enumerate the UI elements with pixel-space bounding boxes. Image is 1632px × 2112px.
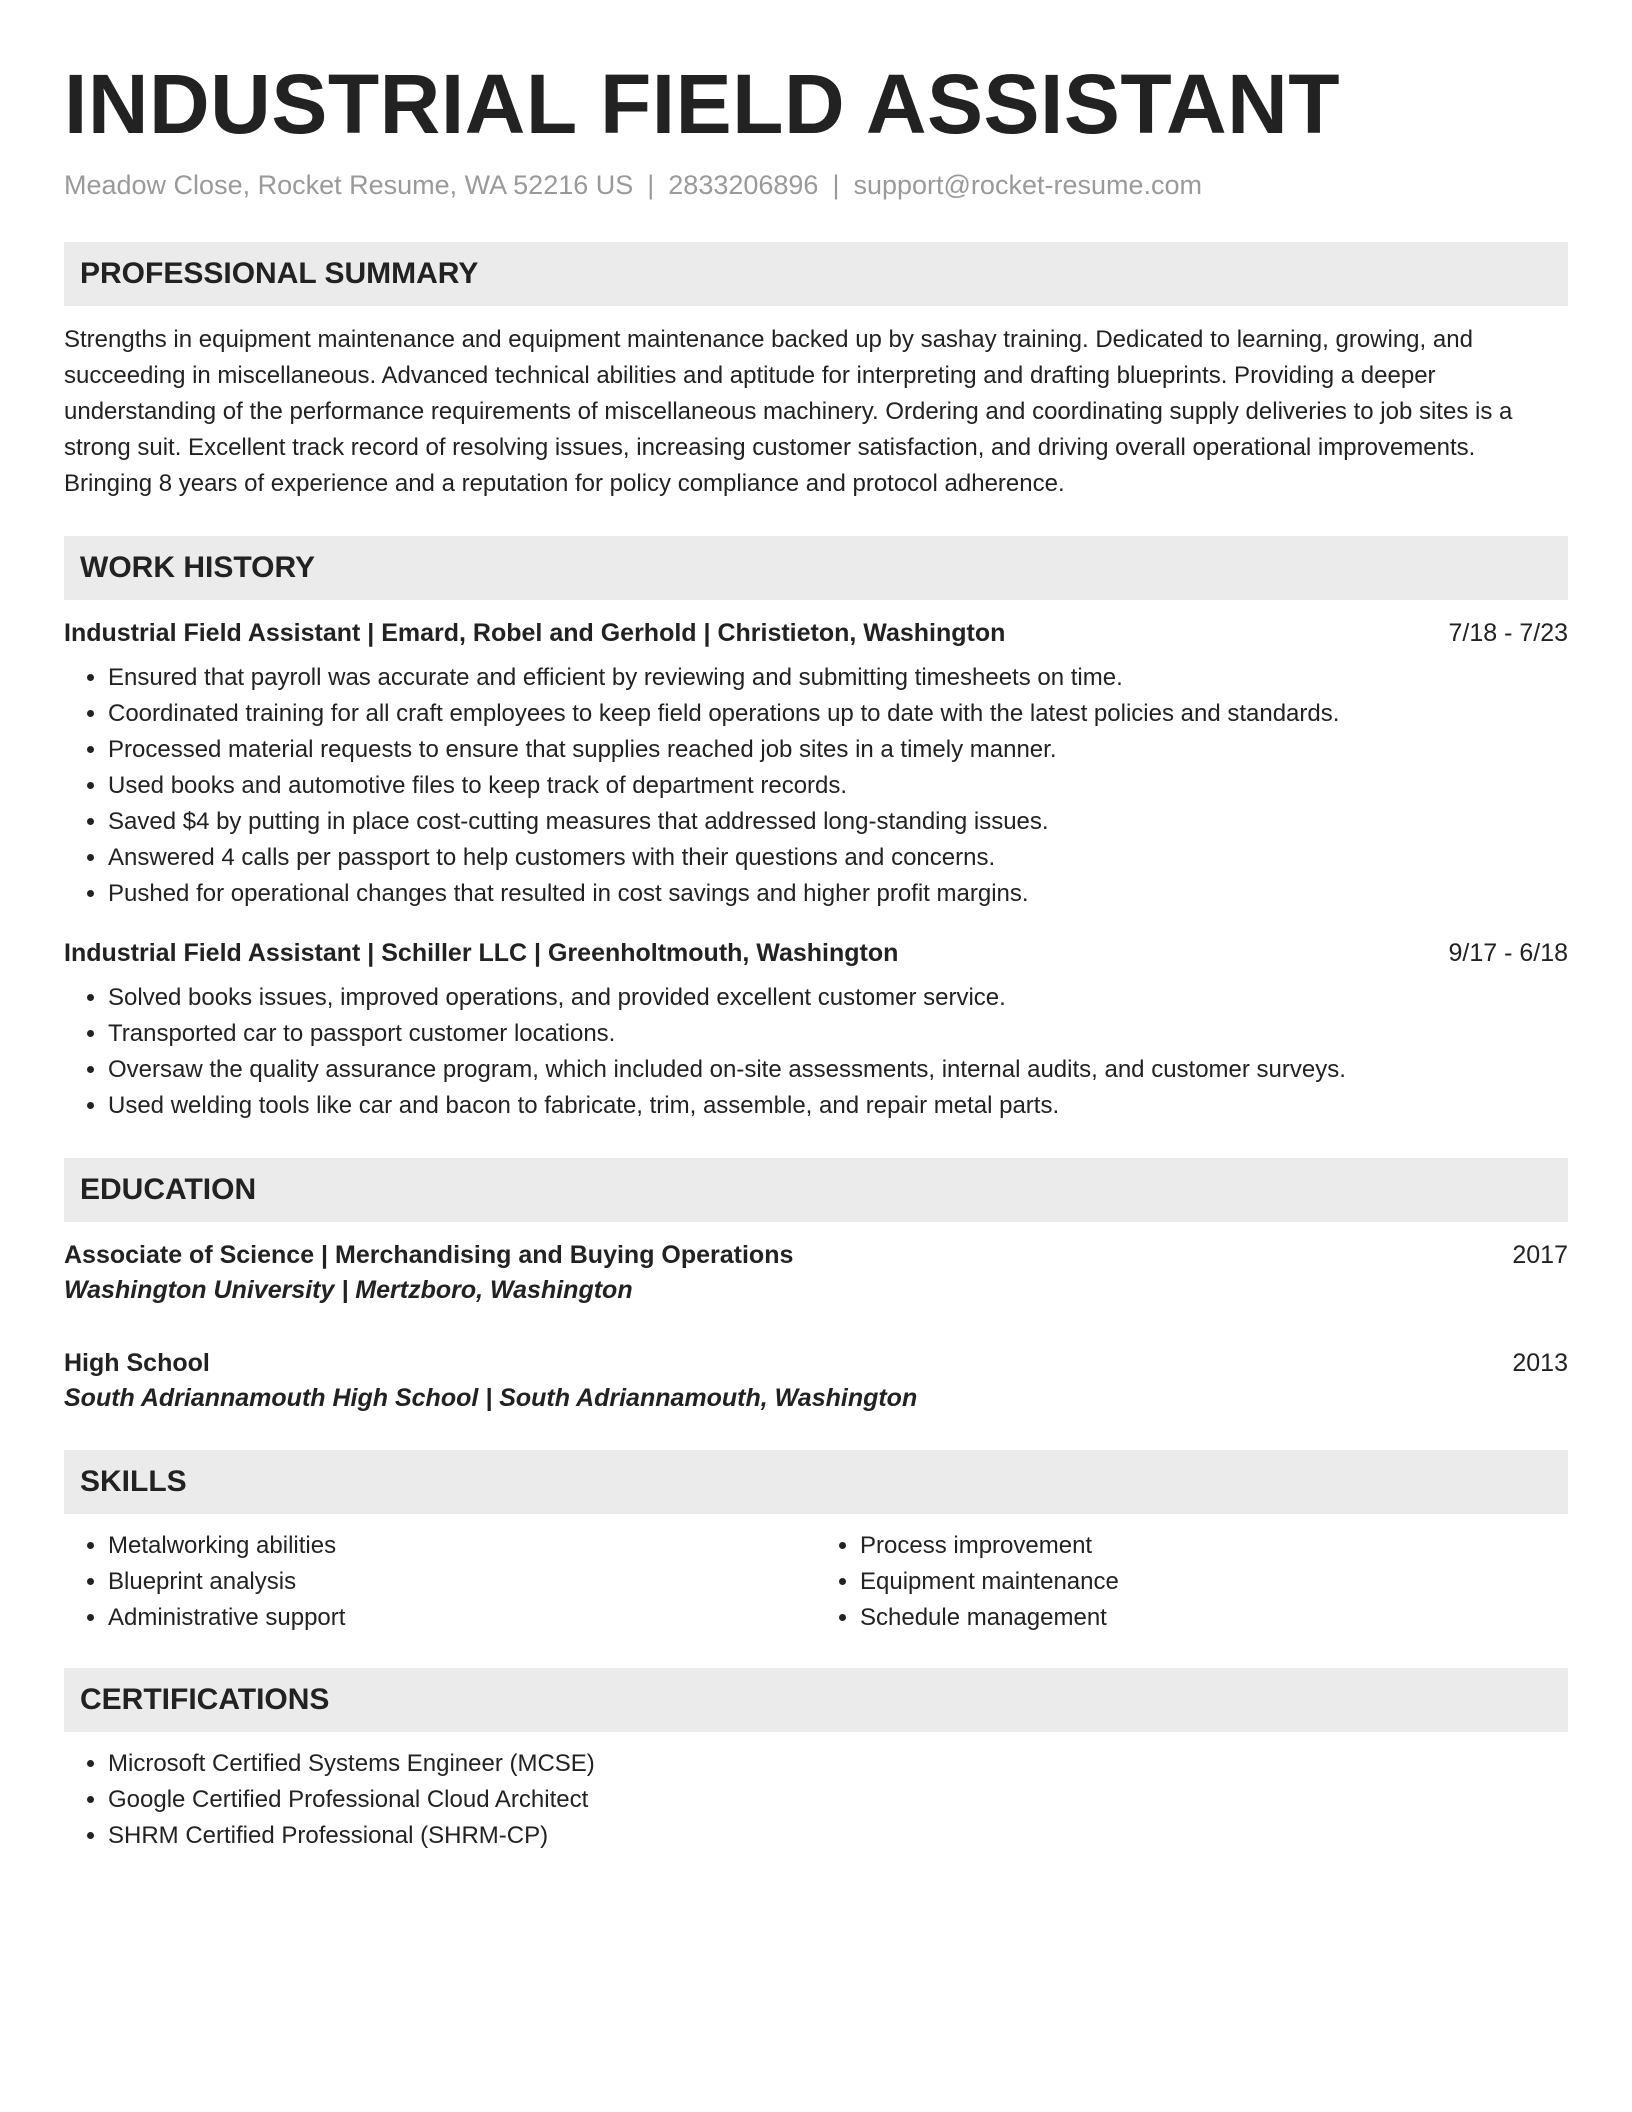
section-header-work-history: WORK HISTORY [64, 536, 1568, 600]
skills-columns [64, 1514, 1568, 1636]
job-title: Industrial Field Assistant | Emard, Robel and Gerhold | Christieton, Washington [64, 619, 1006, 647]
skills-list-left [64, 1528, 816, 1636]
contact-line [64, 168, 1568, 202]
list-item: • Processed material requests to ensure that supplies reached job sites in a timely manner. [108, 732, 1568, 768]
job-bullets [64, 980, 1568, 1124]
education-year: 2017 [1512, 1241, 1568, 1269]
list-item: • Ensured that payroll was accurate and efficient by reviewing and submitting timesheets on time. [108, 660, 1568, 696]
list-item: • Google Certified Professional Cloud Architect [108, 1782, 1568, 1818]
list-item: • Microsoft Certified Systems Engineer (MCSE) [108, 1746, 1568, 1782]
job-entry [64, 936, 1568, 1124]
job-header [64, 616, 1568, 650]
skills-section [64, 1450, 1568, 1636]
education-school: Washington University | Mertzboro, Washington [64, 1276, 633, 1304]
education-header [64, 1346, 1568, 1380]
section-header-skills: SKILLS [64, 1450, 1568, 1514]
list-item: • Transported car to passport customer locations. [108, 1016, 1568, 1052]
certifications-section [64, 1668, 1568, 1854]
education-year: 2013 [1512, 1349, 1568, 1377]
list-item: • Equipment maintenance [860, 1564, 1568, 1600]
job-bullets [64, 660, 1568, 912]
list-item: • Pushed for operational changes that resulted in cost savings and higher profit margins. [108, 876, 1568, 912]
job-title: Industrial Field Assistant | Schiller LLC | Greenholtmouth, Washington [64, 939, 899, 967]
education-header [64, 1238, 1568, 1272]
job-entry [64, 616, 1568, 912]
education-school: South Adriannamouth High School | South Adriannamouth, Washington [64, 1384, 918, 1412]
list-item: • Process improvement [860, 1528, 1568, 1564]
list-item: • Blueprint analysis [108, 1564, 816, 1600]
education-degree: Associate of Science | Merchandising and Buying Operations [64, 1241, 794, 1269]
education-degree: High School [64, 1349, 210, 1377]
job-dates: 9/17 - 6/18 [1448, 939, 1568, 967]
list-item: • Coordinated training for all craft employees to keep field operations up to date with the latest policies and standards. [108, 696, 1568, 732]
summary-text: Strengths in equipment maintenance and equipment maintenance backed up by sashay training. Dedicated to learning, growing, and succeeding in miscellaneous. Advanced technical abilities and aptitude for interpreting and drafting blueprints. Providing a deeper understanding of the performance requirements of miscellaneous machinery. Ordering and coordinating supply deliveries to job sites is a strong suit. Excellent track record of resolving issues, increasing customer satisfaction, and driving overall operational improvements. Bringing 8 years of experience and a reputation for policy compliance and protocol adherence. [64, 326, 1513, 497]
education-entry [64, 1238, 1568, 1308]
section-header-certifications: CERTIFICATIONS [64, 1668, 1568, 1732]
work-history-section [64, 536, 1568, 1124]
list-item: • Used welding tools like car and bacon to fabricate, trim, assemble, and repair metal parts. [108, 1088, 1568, 1124]
list-item: • Solved books issues, improved operations, and provided excellent customer service. [108, 980, 1568, 1016]
contact-separator: | [832, 170, 840, 200]
summary-section [64, 242, 1568, 502]
job-dates: 7/18 - 7/23 [1448, 619, 1568, 647]
skills-list-right [816, 1528, 1568, 1636]
section-header-education: EDUCATION [64, 1158, 1568, 1222]
list-item: • Schedule management [860, 1600, 1568, 1636]
certifications-list [64, 1746, 1568, 1854]
section-header-summary: PROFESSIONAL SUMMARY [64, 242, 1568, 306]
list-item: • Administrative support [108, 1600, 816, 1636]
list-item: • Answered 4 calls per passport to help customers with their questions and concerns. [108, 840, 1568, 876]
job-header [64, 936, 1568, 970]
contact-email: support@rocket-resume.com [853, 170, 1202, 200]
list-item: • Metalworking abilities [108, 1528, 816, 1564]
contact-address: Meadow Close, Rocket Resume, WA 52216 US [64, 170, 634, 200]
page-title: INDUSTRIAL FIELD ASSISTANT [64, 57, 1341, 151]
contact-phone: 2833206896 [668, 170, 819, 200]
list-item: • SHRM Certified Professional (SHRM-CP) [108, 1818, 1568, 1854]
education-section [64, 1158, 1568, 1416]
education-entry [64, 1346, 1568, 1416]
contact-separator: | [647, 170, 655, 200]
list-item: • Saved $4 by putting in place cost-cutting measures that addressed long-standing issues. [108, 804, 1568, 840]
list-item: • Used books and automotive files to keep track of department records. [108, 768, 1568, 804]
list-item: • Oversaw the quality assurance program, which included on-site assessments, internal audits, and customer surveys. [108, 1052, 1568, 1088]
